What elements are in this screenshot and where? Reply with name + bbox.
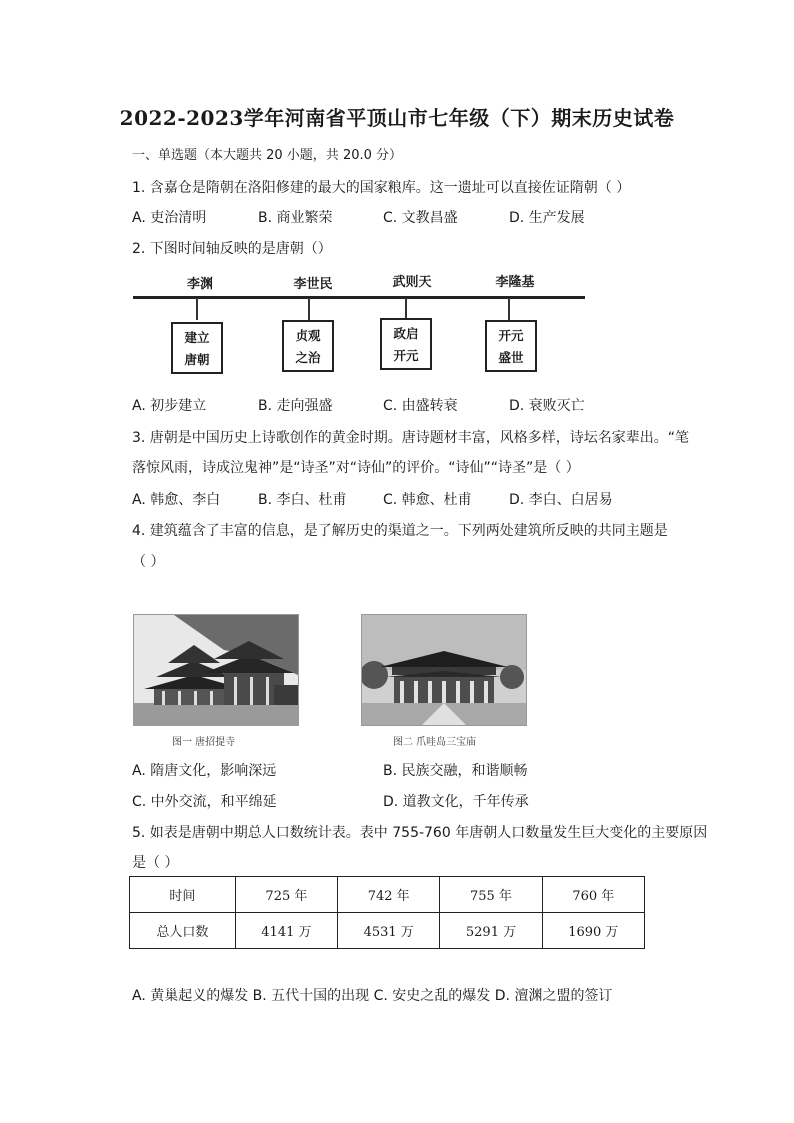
timeline-name-3: 武则天 (392, 275, 432, 290)
timeline-event-1: 建立 唐朝 (171, 322, 223, 374)
timeline-tick (405, 298, 407, 320)
timeline-name-1: 李渊 (186, 277, 214, 292)
question-4-stem-line2: （ ） (132, 554, 165, 570)
population-table (129, 876, 645, 949)
q1-option-c: C. 文教昌盛 (383, 210, 458, 226)
q4-option-a: A. 隋唐文化，影响深远 (132, 763, 277, 779)
q1-option-a: A. 吏治清明 (132, 210, 207, 226)
timeline-axis (133, 296, 585, 299)
timeline-name-2: 李世民 (293, 277, 333, 292)
question-4-stem-line1: 4. 建筑蕴含了丰富的信息，是了解历史的渠道之一。下列两处建筑所反映的共同主题是 (132, 523, 668, 539)
temple-photo-1 (133, 614, 299, 726)
question-5-stem-line2: 是（ ） (132, 855, 179, 871)
table-cell: 725 年 (235, 877, 337, 913)
page-title: 2022-2023学年河南省平顶山市七年级（下）期末历史试卷 (119, 106, 675, 130)
table-cell: 4531 万 (338, 913, 440, 949)
timeline-name-4: 李隆基 (495, 275, 535, 290)
question-3-stem-line1: 3. 唐朝是中国历史上诗歌创作的黄金时期。唐诗题材丰富，风格多样，诗坛名家辈出。“笔 (132, 430, 690, 446)
table-cell: 4141 万 (235, 913, 337, 949)
question-1-stem: 1. 含嘉仓是隋朝在洛阳修建的最大的国家粮库。这一遗址可以直接佐证隋朝（ ） (132, 180, 631, 196)
q3-option-a: A. 韩愈、李白 (132, 492, 221, 508)
q4-option-d: D. 道教文化，千年传承 (383, 794, 529, 810)
table-cell: 760 年 (542, 877, 644, 913)
temple-photo-2 (361, 614, 527, 726)
q1-option-d: D. 生产发展 (509, 210, 585, 226)
timeline-tick (308, 298, 310, 320)
q1-option-b: B. 商业繁荣 (258, 210, 333, 226)
q5-options: A. 黄巢起义的爆发 B. 五代十国的出现 C. 安史之乱的爆发 D. 澶渊之盟的签订 (132, 988, 613, 1004)
q3-option-c: C. 韩愈、杜甫 (383, 492, 472, 508)
q3-option-d: D. 李白、白居易 (509, 492, 613, 508)
timeline-tick (508, 298, 510, 320)
table-cell: 742 年 (338, 877, 440, 913)
table-row (130, 877, 645, 913)
q2-option-c: C. 由盛转衰 (383, 398, 458, 414)
q3-option-b: B. 李白、杜甫 (258, 492, 347, 508)
photo-caption-2: 图二 爪哇岛三宝庙 (393, 737, 477, 748)
timeline-event-4: 开元 盛世 (485, 320, 537, 372)
table-cell: 5291 万 (440, 913, 542, 949)
q2-option-b: B. 走向强盛 (258, 398, 333, 414)
timeline-tick (196, 298, 198, 320)
question-5-stem-line1: 5. 如表是唐朝中期总人口数统计表。表中 755-760 年唐朝人口数量发生巨大变化的主要原因 (132, 825, 708, 841)
q2-option-d: D. 衰败灭亡 (509, 398, 585, 414)
photo-caption-1: 图一 唐招提寺 (172, 737, 236, 748)
question-2-stem: 2. 下图时间轴反映的是唐朝（） (132, 241, 332, 257)
table-cell: 时间 (130, 877, 236, 913)
table-cell: 总人口数 (130, 913, 236, 949)
section-heading: 一、单选题（本大题共 20 小题，共 20.0 分） (132, 148, 403, 163)
q4-option-c: C. 中外交流，和平绵延 (132, 794, 277, 810)
timeline-event-3: 政启 开元 (380, 318, 432, 370)
table-row (130, 913, 645, 949)
q2-option-a: A. 初步建立 (132, 398, 207, 414)
q4-option-b: B. 民族交融，和谐顺畅 (383, 763, 528, 779)
question-3-stem-line2: 落惊风雨，诗成泣鬼神”是“诗圣”对“诗仙”的评价。“诗仙”“诗圣”是（ ） (132, 460, 580, 476)
table-cell: 1690 万 (542, 913, 644, 949)
timeline-event-2: 贞观 之治 (282, 320, 334, 372)
table-cell: 755 年 (440, 877, 542, 913)
